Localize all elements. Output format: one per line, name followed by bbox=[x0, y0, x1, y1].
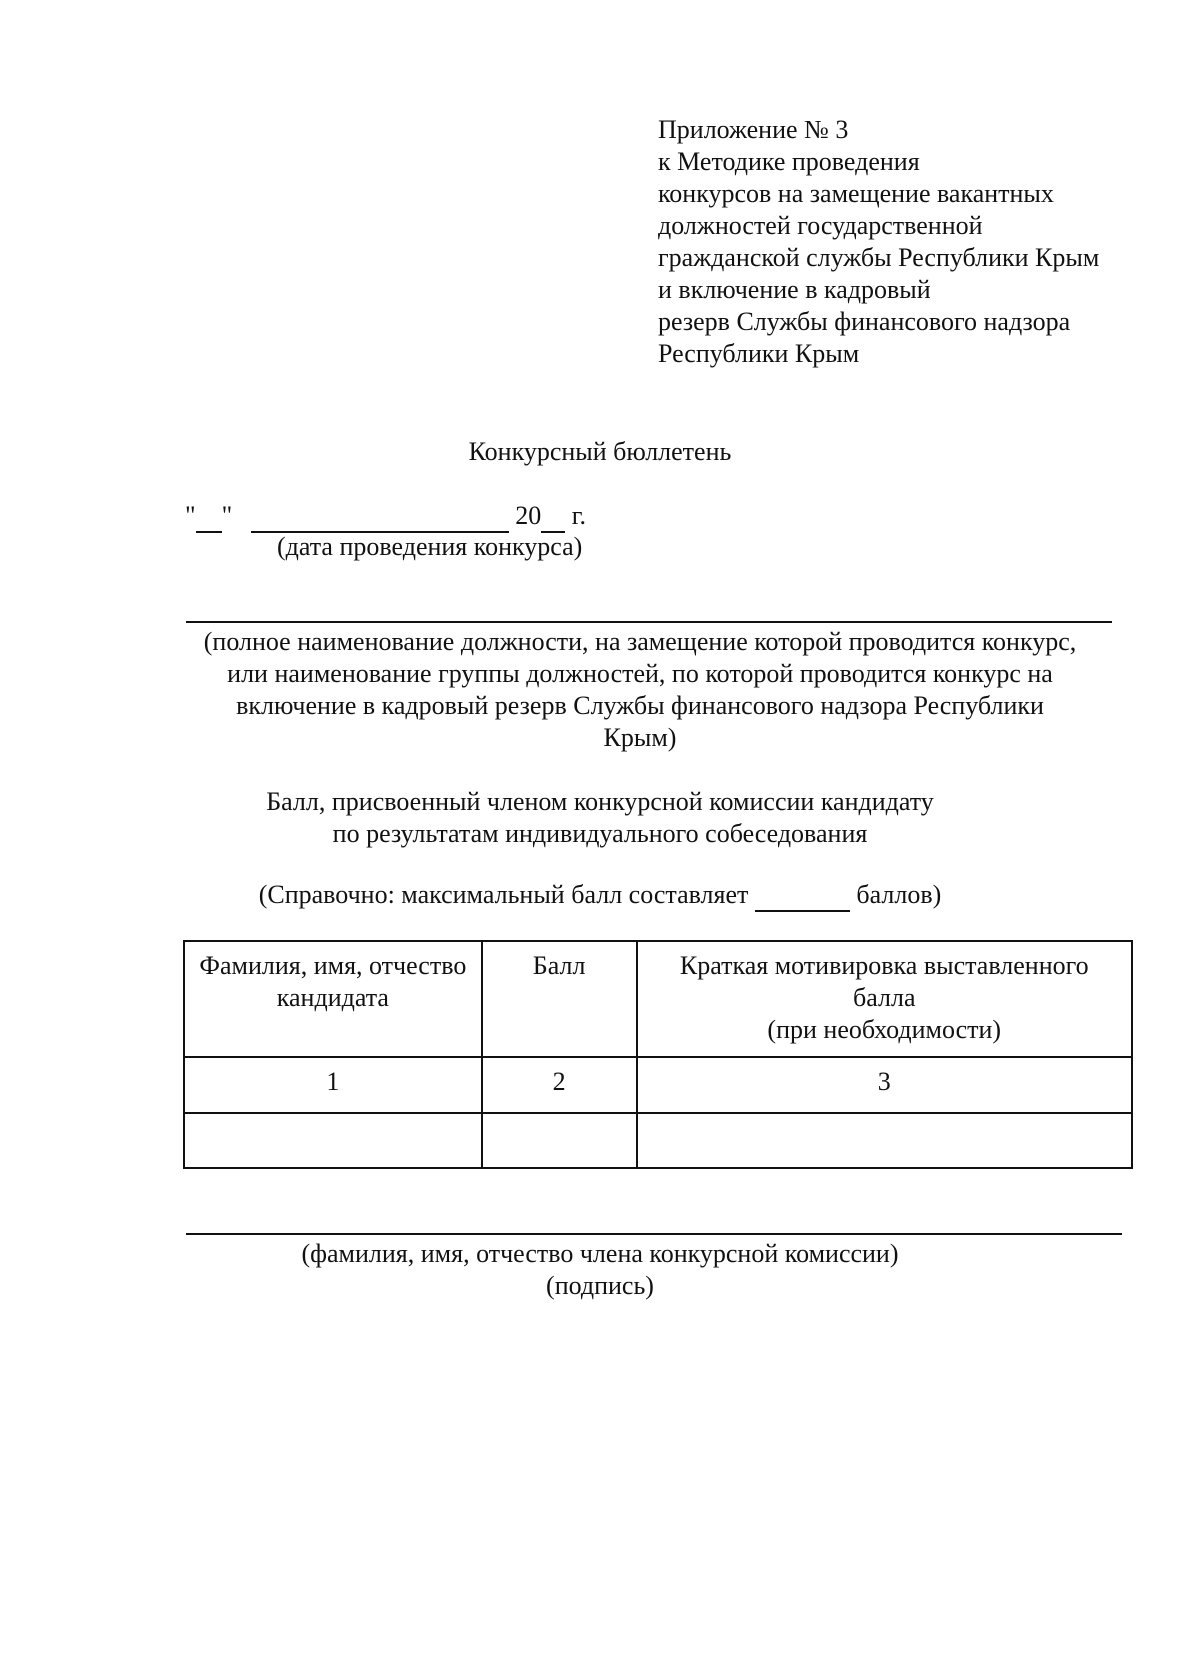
signature-blank-line bbox=[186, 1233, 1122, 1235]
appendix-line: и включение в кадровый bbox=[658, 275, 931, 304]
position-caption-line: или наименование группы должностей, по которой проводится конкурс на bbox=[227, 659, 1053, 688]
signature-caption-line: (фамилия, имя, отчество члена конкурсной комиссии) bbox=[301, 1239, 899, 1268]
header-text: Балл bbox=[532, 951, 586, 980]
score-heading-line: Балл, присвоенный членом конкурсной комиссии кандидату bbox=[266, 787, 934, 816]
date-caption: (дата проведения конкурса) bbox=[277, 532, 583, 561]
table-header-row bbox=[184, 941, 1132, 1057]
header-text: кандидата bbox=[276, 983, 389, 1012]
position-caption-line: включение в кадровый резерв Службы финансового надзора Республики bbox=[236, 691, 1044, 720]
year-suffix: г. bbox=[571, 501, 586, 530]
position-caption bbox=[150, 626, 1130, 754]
year-prefix: 20 bbox=[515, 501, 542, 530]
appendix-line: к Методике проведения bbox=[658, 147, 920, 176]
motivation-cell[interactable] bbox=[637, 1113, 1132, 1168]
header-motivation bbox=[637, 941, 1132, 1057]
header-text: Фамилия, имя, отчество bbox=[199, 951, 467, 980]
header-score bbox=[482, 941, 637, 1057]
note-prefix: (Справочно: максимальный балл составляет bbox=[258, 880, 749, 909]
header-text: Краткая мотивировка выставленного bbox=[679, 951, 1089, 980]
score-cell[interactable] bbox=[482, 1113, 637, 1168]
header-text: (при необходимости) bbox=[767, 1015, 1002, 1044]
score-heading-line: по результатам индивидуального собеседования bbox=[332, 819, 868, 848]
note-suffix: баллов) bbox=[856, 880, 942, 909]
position-blank-line bbox=[186, 621, 1112, 623]
date-open-quote: " bbox=[185, 501, 196, 530]
year-blank bbox=[541, 501, 565, 533]
score-heading bbox=[0, 786, 1200, 850]
appendix-line: гражданской службы Республики Крым bbox=[658, 243, 1100, 272]
month-blank bbox=[251, 501, 509, 533]
candidate-name-cell[interactable] bbox=[184, 1113, 482, 1168]
date-row bbox=[185, 501, 586, 533]
column-number: 2 bbox=[482, 1057, 637, 1113]
max-score-note bbox=[0, 880, 1200, 912]
table-number-row bbox=[184, 1057, 1132, 1113]
appendix-block bbox=[658, 114, 1099, 370]
day-blank bbox=[196, 501, 222, 533]
position-caption-line: Крым) bbox=[603, 723, 677, 752]
date-close-quote: " bbox=[221, 501, 233, 530]
appendix-line: конкурсов на замещение вакантных bbox=[658, 179, 1054, 208]
appendix-line: должностей государственной bbox=[658, 211, 983, 240]
column-number: 1 bbox=[184, 1057, 482, 1113]
position-caption-line: (полное наименование должности, на замещение которой проводится конкурс, bbox=[203, 627, 1077, 656]
signature-caption-line: (подпись) bbox=[546, 1271, 654, 1300]
score-table bbox=[183, 940, 1133, 1169]
appendix-line: Республики Крым bbox=[658, 339, 860, 368]
appendix-line: резерв Службы финансового надзора bbox=[658, 307, 1071, 336]
column-number: 3 bbox=[637, 1057, 1132, 1113]
header-candidate-name bbox=[184, 941, 482, 1057]
header-text: балла bbox=[853, 983, 916, 1012]
table-row bbox=[184, 1113, 1132, 1168]
appendix-line: Приложение № 3 bbox=[658, 115, 849, 144]
document-title: Конкурсный бюллетень bbox=[468, 437, 732, 466]
max-score-blank bbox=[755, 880, 850, 912]
signature-caption bbox=[0, 1238, 1200, 1302]
